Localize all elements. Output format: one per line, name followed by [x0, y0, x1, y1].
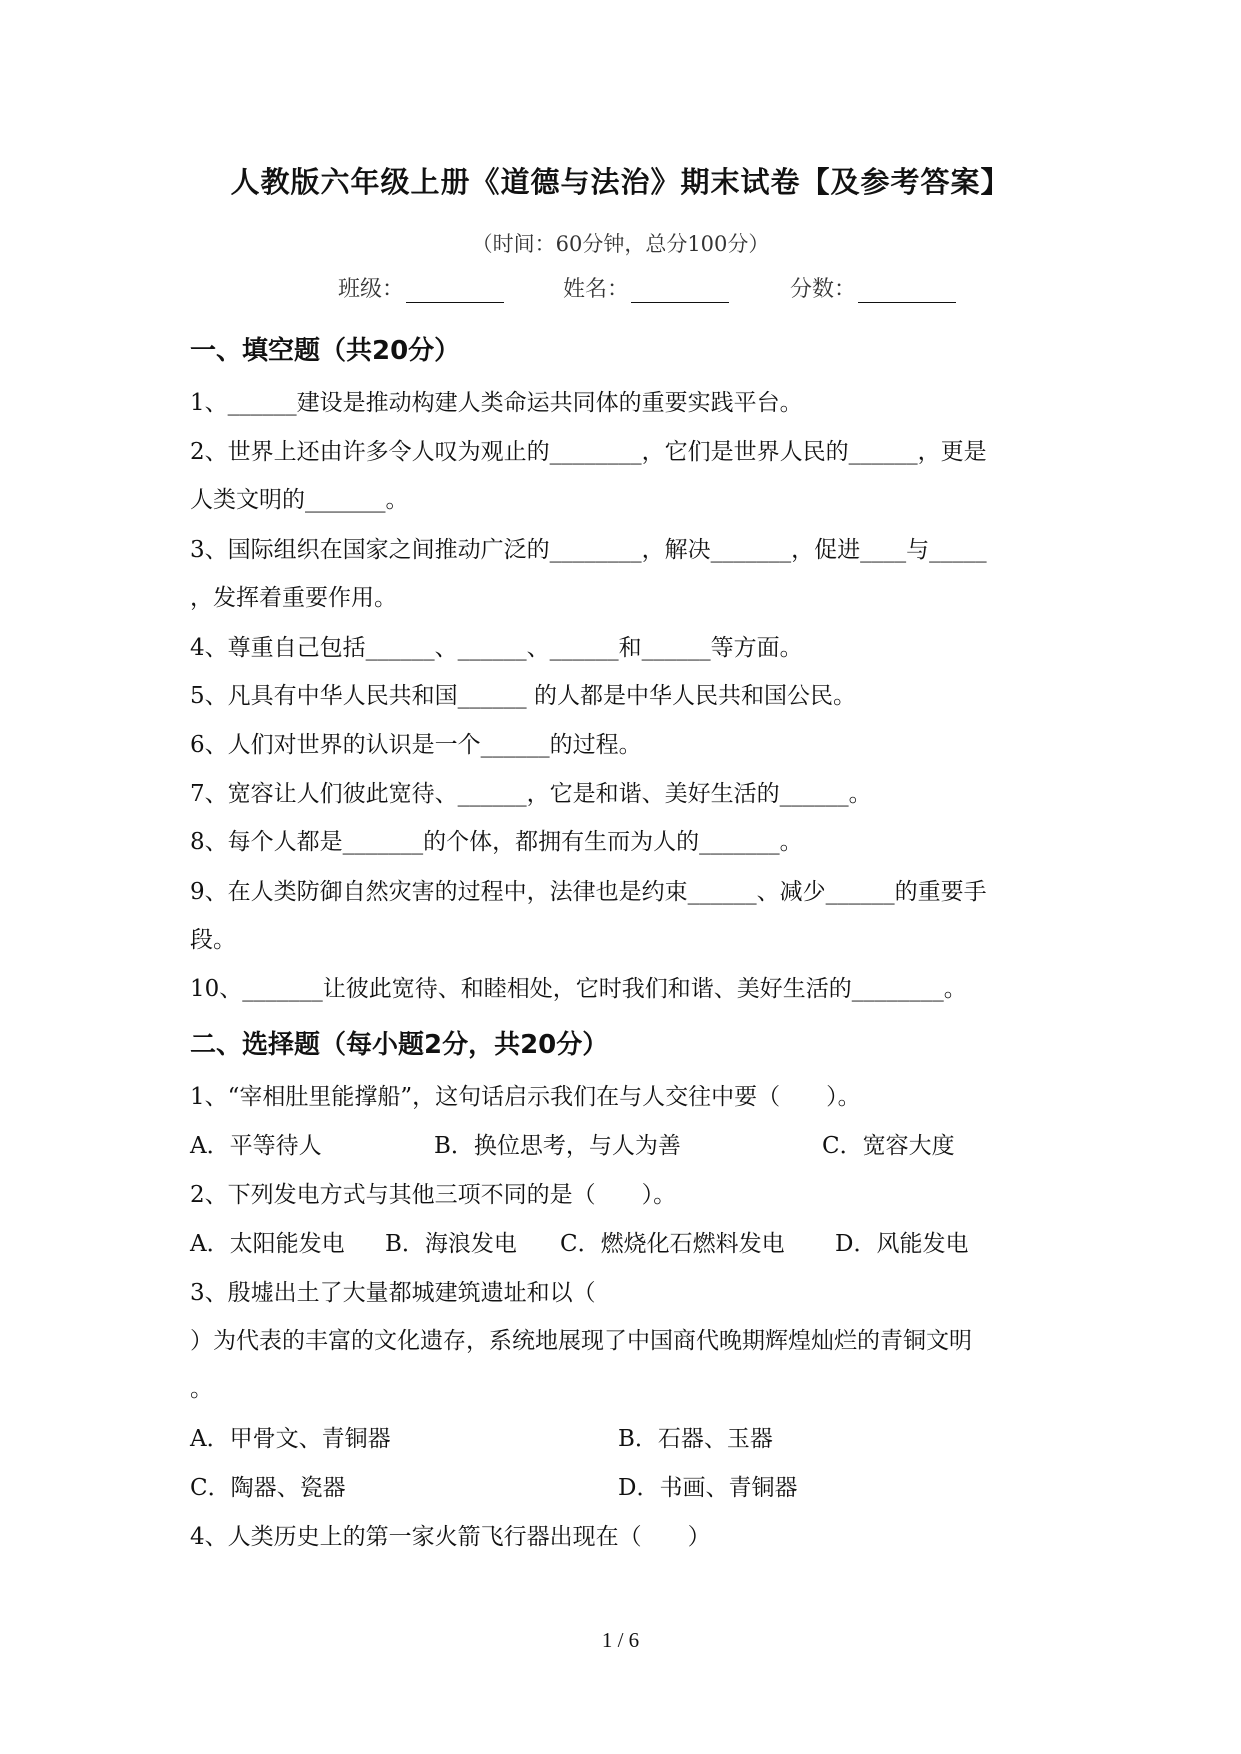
choice-3-option-b: B．石器、玉器 — [618, 1426, 773, 1452]
choice-3-option-c: C．陶器、瓷器 — [190, 1475, 346, 1501]
fill-question-6: 6、人们对世界的认识是一个______的过程。 — [190, 732, 642, 758]
choice-3-option-d: D．书画、青铜器 — [618, 1475, 798, 1501]
choice-2-option-c: C．燃烧化石燃料发电 — [560, 1231, 785, 1257]
name-blank — [631, 280, 729, 303]
fill-question-9: 9、在人类防御自然灾害的过程中，法律也是约束______、减少______的重要手 — [190, 879, 987, 905]
name-field — [563, 272, 729, 303]
fill-question-8: 8、每个人都是_______的个体，都拥有生而为人的_______。 — [190, 829, 803, 855]
exam-subtitle: （时间：60分钟，总分100分） — [471, 232, 770, 256]
fill-question-1: 1、______建设是推动构建人类命运共同体的重要实践平台。 — [190, 390, 803, 416]
name-label: 姓名： — [563, 277, 630, 302]
score-label: 分数： — [790, 277, 857, 302]
score-field — [790, 272, 956, 303]
choice-question-3-end: 。 — [190, 1376, 213, 1402]
fill-question-2: 2、世界上还由许多令人叹为观止的________，它们是世界人民的______，更是 — [190, 439, 987, 465]
class-label: 班级： — [338, 277, 405, 302]
choice-question-3-cont: ）为代表的丰富的文化遗存，系统地展现了中国商代晚期辉煌灿烂的青铜文明 — [190, 1328, 972, 1354]
choice-1-option-a: A．平等待人 — [190, 1133, 322, 1159]
choice-1-option-b: B．换位思考，与人为善 — [434, 1133, 681, 1159]
choice-3-option-a: A．甲骨文、青铜器 — [190, 1426, 391, 1452]
choice-question-3: 3、殷墟出土了大量都城建筑遗址和以（ — [190, 1280, 596, 1306]
class-blank — [406, 280, 504, 303]
section1-heading: 一、填空题（共20分） — [190, 336, 461, 366]
fill-question-3-cont: ，发挥着重要作用。 — [190, 585, 397, 611]
choice-2-option-d: D．风能发电 — [835, 1231, 969, 1257]
fill-question-10: 10、_______让彼此宽待、和睦相处，它时我们和谐、美好生活的________。 — [190, 976, 967, 1002]
page-title: 人教版六年级上册《道德与法治》期末试卷【及参考答案】 — [230, 165, 1011, 199]
fill-question-5: 5、凡具有中华人民共和国______ 的人都是中华人民共和国公民。 — [190, 683, 856, 709]
fill-question-3: 3、国际组织在国家之间推动广泛的________，解决_______，促进____与_____ — [190, 537, 987, 563]
section2-heading: 二、选择题（每小题2分，共20分） — [190, 1030, 609, 1060]
fill-question-7: 7、宽容让人们彼此宽待、______，它是和谐、美好生活的______。 — [190, 781, 872, 807]
fill-question-9-cont: 段。 — [190, 927, 236, 953]
choice-question-1: 1、“宰相肚里能撑船”，这句话启示我们在与人交往中要（ ）。 — [190, 1084, 861, 1110]
page-number: 1 / 6 — [601, 1628, 640, 1652]
choice-question-4: 4、人类历史上的第一家火箭飞行器出现在（ ） — [190, 1524, 711, 1550]
class-field — [338, 272, 504, 303]
score-blank — [858, 280, 956, 303]
choice-2-option-b: B．海浪发电 — [385, 1231, 517, 1257]
choice-1-option-c: C．宽容大度 — [822, 1133, 955, 1159]
choice-2-option-a: A．太阳能发电 — [190, 1231, 345, 1257]
fill-question-4: 4、尊重自己包括______、______、______和______等方面。 — [190, 635, 803, 661]
fill-question-2-cont: 人类文明的_______。 — [190, 487, 409, 513]
choice-question-2: 2、下列发电方式与其他三项不同的是（ ）。 — [190, 1182, 677, 1208]
